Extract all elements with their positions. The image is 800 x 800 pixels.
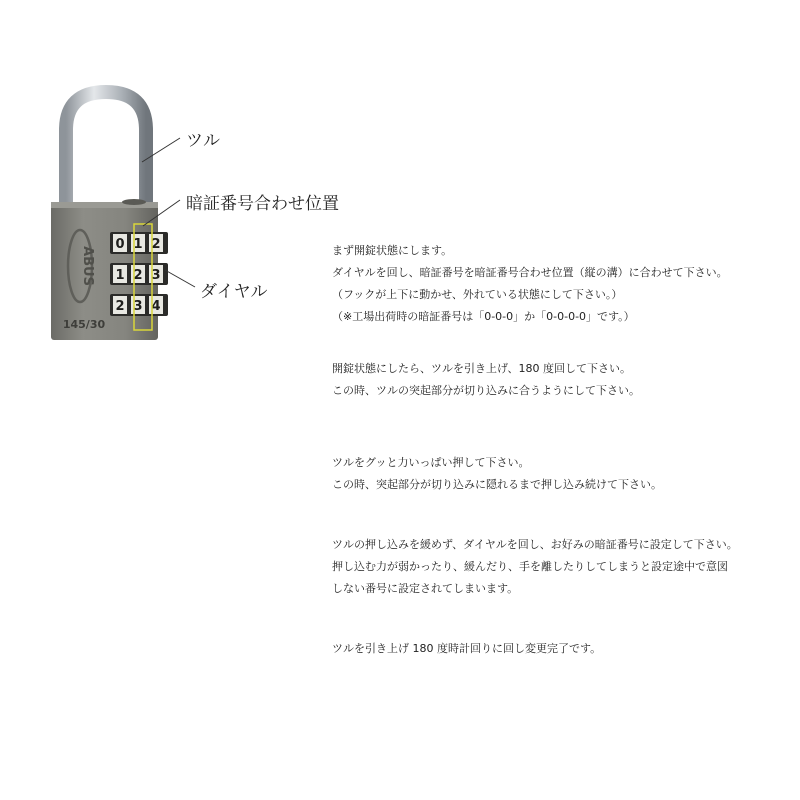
- dial-digit: 1: [115, 268, 125, 283]
- step-3-line: ツルをグッと力いっぱい押して下さい。: [332, 456, 530, 469]
- step-4-line: 押し込む力が弱かったり、緩んだり、手を離したりしてしまうと設定途中で意図: [332, 560, 728, 573]
- dial-digit: 2: [151, 237, 161, 252]
- brand-text: ABUS: [80, 246, 95, 286]
- step-2-line: 開錠状態にしたら、ツルを引き上げ、180 度回して下さい。: [332, 362, 632, 375]
- padlock-illustration: [0, 0, 360, 360]
- dial-digit: 3: [151, 268, 161, 283]
- leader-dial: [165, 270, 195, 287]
- callout-shackle: ツル: [186, 131, 220, 151]
- dial-digit: 4: [151, 299, 161, 314]
- callout-dial: ダイヤル: [200, 282, 268, 302]
- step-1-line: （フックが上下に動かせ、外れている状態にして下さい。）: [332, 288, 623, 301]
- dial-digit: 3: [133, 299, 143, 314]
- step-3: [332, 452, 662, 496]
- step-4-line: しない番号に設定されてしまいます。: [332, 582, 519, 595]
- step-1-line: まず開錠状態にします。: [332, 244, 453, 257]
- step-5: [332, 638, 601, 660]
- combination-dials: [110, 232, 168, 316]
- shackle: [66, 92, 146, 205]
- dial-digit: 2: [115, 299, 125, 314]
- model-number: 145/30: [62, 318, 106, 331]
- step-1-line: （※工場出荷時の暗証番号は「0-0-0」か「0-0-0-0」です。）: [332, 310, 635, 323]
- callout-combination-position: 暗証番号合わせ位置: [186, 194, 339, 214]
- dial-digit: 2: [133, 268, 143, 283]
- step-1-line: ダイヤルを回し、暗証番号を暗証番号合わせ位置（縦の溝）に合わせて下さい。: [332, 266, 728, 279]
- step-3-line: この時、突起部分が切り込みに隠れるまで押し込み続けて下さい。: [332, 478, 662, 491]
- step-5-line: ツルを引き上げ 180 度時計回りに回し変更完了です。: [332, 642, 602, 655]
- step-1: [332, 240, 728, 328]
- step-4: [332, 534, 738, 600]
- dial-digit: 1: [133, 237, 143, 252]
- dial-digit: 0: [115, 237, 125, 252]
- step-4-line: ツルの押し込みを緩めず、ダイヤルを回し、お好みの暗証番号に設定して下さい。: [332, 538, 738, 551]
- step-2-line: この時、ツルの突起部分が切り込みに合うようにして下さい。: [332, 384, 640, 397]
- step-2: [332, 358, 640, 402]
